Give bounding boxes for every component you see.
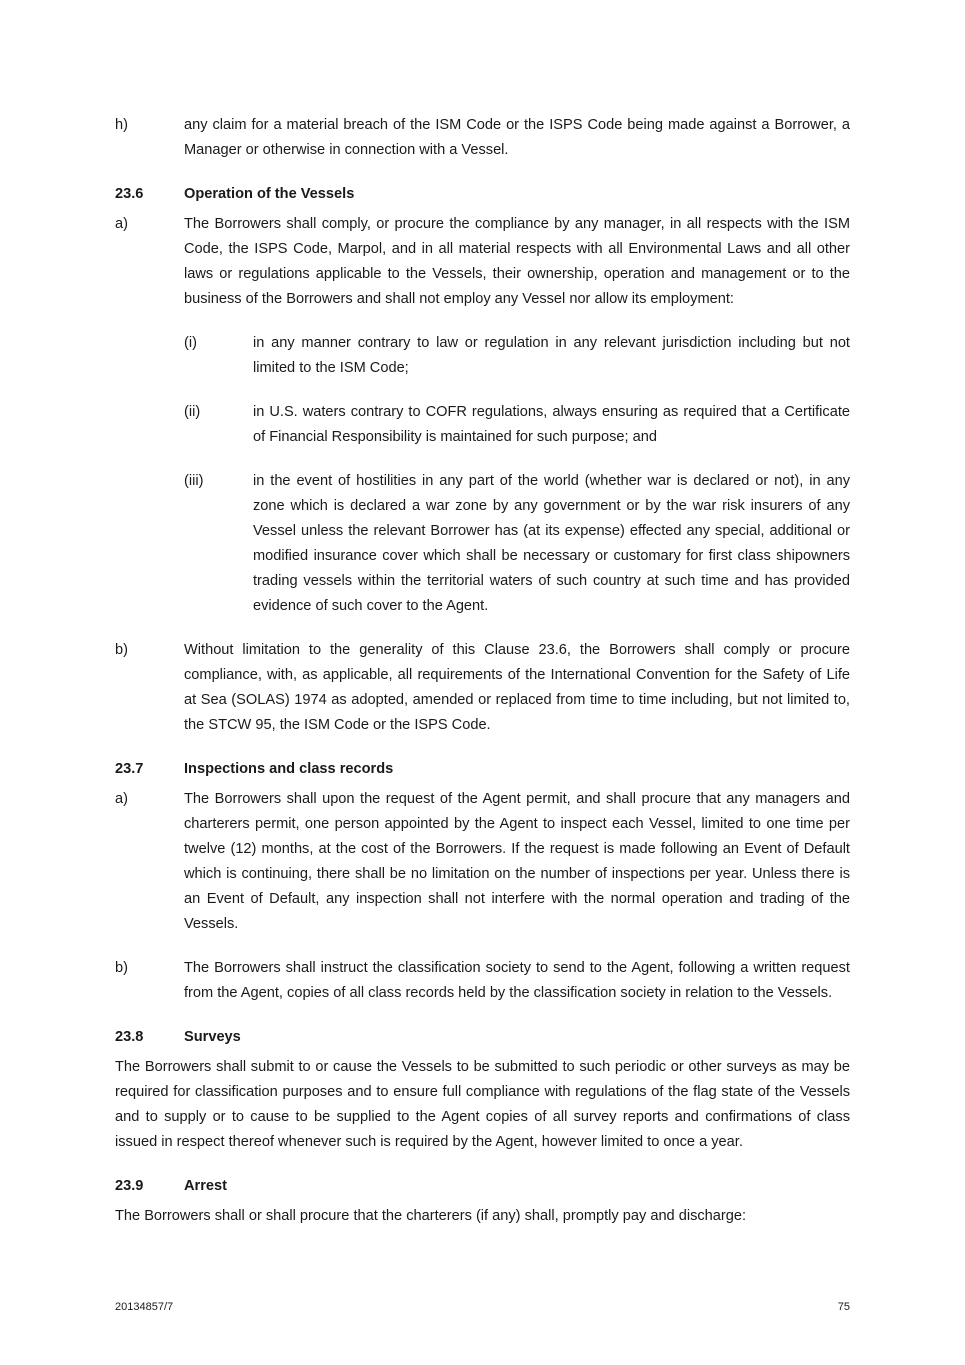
paragraph-label: b) — [115, 642, 128, 658]
section-title: Surveys — [184, 1029, 241, 1045]
paragraph-23-7-a — [115, 787, 850, 937]
subparagraph-text: in U.S. waters contrary to COFR regulations, always ensuring as required that a Certificate of Financial Responsibility is maintained for such purpose; and — [253, 404, 850, 445]
subparagraph-label: (ii) — [184, 404, 201, 420]
subparagraph-23-6-a-ii — [184, 400, 850, 450]
section-heading-23-6 — [115, 182, 850, 207]
section-number: 23.8 — [115, 1029, 144, 1045]
paragraph-23-7-b — [115, 956, 850, 1006]
paragraph-text: The Borrowers shall comply, or procure the compliance by any manager, in all respects with the ISM Code, the ISPS Code, Marpol, and in all material respects with all Environmental Laws and all other laws or regulations applicable to the Vessels, their ownership, operation and management or to the business of the Borrowers and shall not employ any Vessel nor allow its employment: — [184, 216, 850, 307]
section-title: Inspections and class records — [184, 761, 394, 777]
subparagraph-23-6-a-iii — [184, 469, 850, 619]
paragraph-label: b) — [115, 960, 128, 976]
paragraph-text: The Borrowers shall instruct the classification society to send to the Agent, following a written request from the Agent, copies of all class records held by the classification society in relation to the Vessels. — [184, 960, 850, 1001]
subparagraph-text: in the event of hostilities in any part of the world (whether war is declared or not), in any zone which is declared a war zone by any government or by the war risk insurers of any Vessel unless the relevant Borrower has (at its expense) effected any special, additional or modified insurance cover which shall be necessary or customary for first class shipowners trading vessels within the territorial waters of such country at such time and has provided evidence of such cover to the Agent. — [253, 473, 850, 614]
paragraph-23-6-a — [115, 212, 850, 312]
paragraph-h — [115, 113, 850, 163]
paragraph-label: h) — [115, 117, 128, 133]
section-title: Arrest — [184, 1178, 227, 1194]
paragraph-text: any claim for a material breach of the ISM Code or the ISPS Code being made against a Borrower, a Manager or otherwise in connection with a Vessel. — [184, 117, 850, 158]
paragraph-23-9: The Borrowers shall or shall procure that the charterers (if any) shall, promptly pay and discharge: — [115, 1208, 747, 1224]
subparagraph-label: (iii) — [184, 473, 204, 489]
section-number: 23.6 — [115, 186, 144, 202]
paragraph-text: The Borrowers shall upon the request of the Agent permit, and shall procure that any managers and charterers permit, one person appointed by the Agent to inspect each Vessel, limited to one time per twelve (12) months, at the cost of the Borrowers. If the request is made following an Event of Default which is continuing, there shall be no limitation on the number of inspections per year. Unless there is an Event of Default, any inspection shall not interfere with the normal operation and trading of the Vessels. — [184, 791, 850, 932]
subparagraph-label: (i) — [184, 335, 197, 351]
section-number: 23.7 — [115, 761, 144, 777]
section-title: Operation of the Vessels — [184, 186, 355, 202]
section-heading-23-8 — [115, 1025, 850, 1050]
section-heading-23-9 — [115, 1174, 850, 1199]
document-body — [115, 113, 850, 1229]
subparagraph-text: in any manner contrary to law or regulation in any relevant jurisdiction including but not limited to the ISM Code; — [253, 335, 850, 376]
paragraph-label: a) — [115, 791, 128, 807]
section-number: 23.9 — [115, 1178, 144, 1194]
paragraph-23-8: The Borrowers shall submit to or cause the Vessels to be submitted to such periodic or other surveys as may be required for classification purposes and to ensure full compliance with regulations of the flag state of the Vessels and to supply or to cause to be supplied to the Agent copies of all survey reports and confirmations of class issued in respect thereof whenever such is required by the Agent, however limited to once a year. — [115, 1059, 850, 1150]
subparagraph-23-6-a-i — [184, 331, 850, 381]
paragraph-text: Without limitation to the generality of this Clause 23.6, the Borrowers shall comply or procure compliance, with, as applicable, all requirements of the International Convention for the Safety of Life at Sea (SOLAS) 1974 as adopted, amended or replaced from time to time including, but not limited to, the STCW 95, the ISM Code or the ISPS Code. — [184, 642, 850, 733]
section-heading-23-7 — [115, 757, 850, 782]
page-number: 75 — [837, 1301, 850, 1313]
document-reference: 20134857/7 — [115, 1301, 174, 1313]
paragraph-23-6-b — [115, 638, 850, 738]
paragraph-label: a) — [115, 216, 128, 232]
